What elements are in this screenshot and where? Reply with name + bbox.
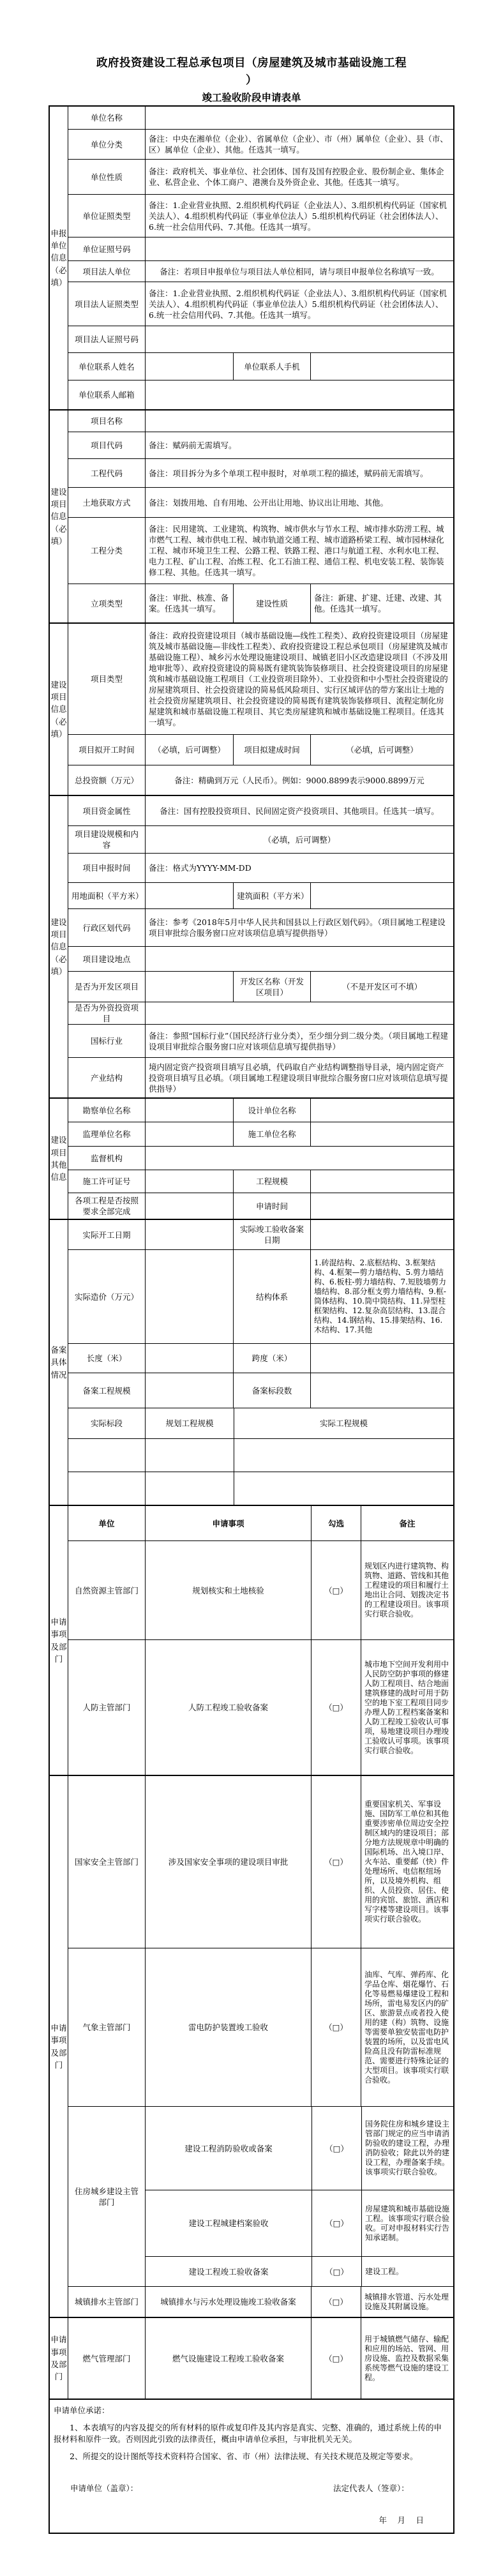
field-label: 项目法人证照类型 [74,299,139,309]
table-section [50,1505,453,1775]
remark-text: 备注：政府机关、事业单位、社会团体、国有及国有控股企业、股份制企业、集体企业、私营企业、个体工商户、港澳台及外资企业、其他。任选其一填写。 [145,160,453,194]
input-cell[interactable] [145,1373,233,1408]
form-table [49,105,454,2534]
field-label: 单位联系人邮箱 [79,390,135,400]
sign-unit-label: 申请单位（盖章）： [70,2483,139,2493]
field-label: 设计单位名称 [233,1099,310,1122]
input-cell[interactable] [145,972,233,1002]
table-row [68,946,453,971]
field-label: 监督机构 [90,1153,123,1163]
checkbox-cell[interactable]: （□） [311,1948,361,2106]
field-label: 项目拟开工时间 [79,745,135,755]
field-label: 建设性质 [233,584,310,622]
table-row [68,1057,453,1097]
input-cell[interactable] [145,1344,233,1373]
table-row [68,882,453,908]
input-cell[interactable] [145,326,453,352]
table-row [68,1373,453,1408]
field-label: 是否为开发区项目 [74,982,139,991]
table-row [68,825,453,853]
item-label: 人防主管部门 [82,1703,131,1712]
table-row [146,2190,453,2256]
remark-text: （必填，后可调整） [310,735,453,765]
table-section [50,1219,453,1505]
input-cell[interactable] [310,1373,453,1408]
remark-text: 油库、气库、弹药库、化学品仓库、烟花爆竹、石化等易燃易爆建设工程和场所，雷电易发区内的矿区、旅游景点或者投入使用的建（构）筑物、设施等需要单独安装雷电防护装置的场所，以及雷电风险高且没有防雷标准规范、需要进行特殊论证的大型项目。该事项实行联合验收。 [361,1948,453,2106]
field-label: 单位名称 [90,113,123,123]
section-label: 建设项目信息（必填） [50,411,68,622]
input-cell[interactable] [310,1170,453,1193]
item-label: 国家安全主管部门 [74,1857,139,1867]
input-cell[interactable] [145,1002,453,1024]
table-row [68,1776,453,1948]
item-label: 规划核实和土地核验 [145,1541,311,1639]
item-label: 涉及国家安全事项的建设项目审批 [145,1776,311,1948]
table-row [68,1343,453,1373]
table-row [68,260,453,282]
field-label: 实际标段 [90,1419,123,1428]
remark-text: 境内固定资产投资项目填写且必填，代码取自产业结构调整指导目录，境内固定资产投资项目填写且必填。（项目属地工程建设项目审批综合服务窗口应对该项信息填写提供指导） [145,1058,453,1097]
section-label: 申请事项及部门 [50,1506,68,1775]
section-label: 建设项目其他信息 [50,1099,68,1219]
remark-text: 备注：若项目申报单位与项目法人单位相同，请与项目申报单位名称填写一致。 [145,261,453,282]
input-cell[interactable] [310,1099,453,1122]
checkbox-cell[interactable]: （□） [312,2107,361,2190]
input-cell[interactable] [145,380,453,409]
field-label: 项目名称 [90,416,123,426]
field-label: 立项类型 [90,598,123,608]
field-label: 土地获取方式 [82,497,131,508]
remark-text: 备注：项目拆分为多个单项工程申报时，对单项工程的描述，赋码前无需填写。 [145,459,453,487]
input-cell[interactable] [68,1472,145,1505]
table-row [146,2256,453,2286]
remark-text: 备注：中央在湘单位（企业）、省属单位（企业）、市（州）属单位（企业）、县（市、区）属单位（企业）、其他。任选其一填写。 [145,130,453,159]
input-cell[interactable] [310,1193,453,1219]
page-title-line1: 政府投资建设工程总承包项目（房屋建筑及城市基础设施工程 [96,57,407,70]
field-label: 实际竣工验收备案日期 [233,1220,310,1249]
input-cell[interactable] [145,947,453,971]
table-row [68,1002,453,1024]
field-label: 实际开工日期 [82,1230,131,1240]
date-line: 年 月 日 [379,2515,425,2525]
input-cell[interactable] [145,411,453,432]
table-row [68,107,453,129]
item-label: 自然资源主管部门 [74,1585,139,1595]
field-label: 实际工程规模 [234,1408,453,1438]
table-row [68,1122,453,1146]
field-label: 勘察单位名称 [82,1105,131,1115]
field-label: 项目法人单位 [82,266,131,276]
field-label: 项目拟建成时间 [233,735,310,765]
commitment-item-1: 1、本表填写的内容及提交的所有材料的原件或复印件及其内容是真实、完整、准确的，通过系统上传的申报材料和原件一致。否则因此引致的法律责任，概由申请单位承担，与审批机关无关。 [54,2423,442,2444]
table-section [50,1097,453,1219]
section-label: 备案具体情况 [50,1220,68,1505]
checkbox-cell[interactable]: （□） [311,1776,361,1948]
checkbox-cell[interactable]: （□） [311,1541,361,1639]
table-row [68,1170,453,1193]
field-label: 开发区名称（开发区项目） [233,972,310,1002]
table-row [68,734,453,765]
field-label: 规划工程规模 [145,1408,234,1438]
table-row [68,411,453,432]
field-label: 项目建设规模和内容 [74,829,139,850]
remark-text: 备注：参考《2018年5月中华人民共和国县以上行政区划代码》。（项目属地工程建设项目审批综合服务窗口应对该项信息填写提供指导） [145,909,453,946]
field-label: 工程规模 [233,1170,310,1193]
input-cell[interactable] [145,1439,234,1472]
table-section [50,2317,453,2399]
remark-text: 重要国家机关、军事设施、国防军工单位和其他重要涉密单位周边安全控制区域内的建设项目；部分地方法规规章中明确的国际机场、出入境口岸、火车站、重要邮（快）件处理场所、电信枢纽场所，以及境外机构、组织、人员投资、居住、使用的宾馆、旅馆、酒店和写字楼等建设项目。该事项实行联合验收。 [361,1776,453,1948]
field-label: 单位证照类型 [82,211,131,221]
table-section [50,622,453,795]
table-section [50,795,453,1097]
field-label: 单位性质 [90,172,123,182]
field-label: 跨度（米） [233,1344,310,1373]
field-label: 申请时间 [233,1193,310,1219]
input-cell[interactable] [145,1099,233,1122]
table-row [68,1024,453,1057]
remark-text: 备注：民用建筑、工业建筑、构筑物、城市供水与节水工程、城市排水防涝工程、城市燃气工程、城市供电工程、城市轨道交通工程、城市道路桥梁工程、城市园林绿化工程、城市环境卫生工程、公路工程、铁路工程、港口与航道工程、水利水电工程、电力工程、矿山工程、冶炼工程、化工石油工程、通信工程、机电安装工程、装饰装修工程、其他。任选其一填写。 [145,518,453,584]
checkbox-cell[interactable]: （□） [311,2318,361,2399]
checkbox-cell[interactable]: （□） [312,2190,361,2256]
field-label: 施工许可证号 [82,1177,131,1186]
item-label: 城镇排水主管部门 [74,2297,139,2307]
input-cell[interactable] [68,1439,145,1472]
table-section [50,1775,453,2317]
section-label: 建设项目信息（必填） [50,624,68,795]
input-cell[interactable] [145,1193,233,1219]
table-row [68,352,453,380]
section-label: 申请事项及部门 [50,2318,68,2399]
sign-legal-label: 法定代表人（签章）： [333,2483,409,2493]
commitment-title: 申请单位承诺： [54,2406,110,2415]
remark-text: 城市地下空间开发利用中人民防空防护事项的修建人防工程项目、结合地面建筑修建的战时可用于防空的地下室工程项目同步办理人防工程档案备案和人防工程竣工验收认可事项，易地建设项目办理竣工验收认可事项。该事项实行联合验收。 [361,1640,453,1775]
table-row [146,2107,453,2190]
remark-text: 备注：格式为YYYY-MM-DD [145,854,453,882]
field-label: 单位证照号码 [82,244,131,254]
remark-text: 用于城镇燃气储存、输配和应用的场站、管网、用房设施、监控及数据采集系统等燃气设施的建设工程。 [361,2318,453,2399]
table-row [68,1220,453,1249]
column-header: 单位 [98,1518,115,1528]
table-row [68,1472,453,1505]
input-cell[interactable] [145,353,233,380]
field-label: 项目类型 [90,674,123,684]
field-label: 工程代码 [90,468,123,478]
input-cell[interactable] [145,1250,233,1343]
field-label: 建筑面积（平方米） [233,883,310,908]
table-row [68,129,453,159]
table-row [68,159,453,194]
remark-text: 备注：审批、核准、备案。任选其一填写。 [145,584,233,622]
remark-text: 备注：精确到万元（人民币）。例如：9000.8899表示9000.8899万元 [145,765,453,795]
field-label: 施工单位名称 [233,1122,310,1146]
table-row [68,1506,453,1540]
field-label: 单位联系人手机 [233,353,310,380]
item-label: 气象主管部门 [82,2022,131,2032]
input-cell[interactable] [145,1147,453,1170]
remark-text: 备注：1.企业营业执照、2.组织机构代码证（企业法人）、3.组织机构代码证（国家机关法人）、4.组织机构代码证（事业单位法人）5.组织机构代码证（社会团体法人）、6.统一社会信用代码、7.其他。任选其一填写。 [145,195,453,237]
commitment-cell [50,2400,453,2533]
field-label: 项目建设地点 [82,954,131,964]
table-row [68,2286,453,2317]
item-label: 城镇排水与污水处理设施竣工验收备案 [145,2287,311,2317]
table-row [68,796,453,825]
table-row [68,1438,453,1472]
field-label: 用地面积（平方米） [71,891,144,901]
table-row [68,2106,453,2286]
field-label: 项目资金属性 [82,806,131,816]
input-cell[interactable] [145,1220,233,1249]
field-label: 产业结构 [90,1073,123,1083]
column-header: 勾选 [311,1506,361,1540]
field-label: 结构体系 [233,1250,310,1343]
table-row [68,765,453,795]
remark-text: 备注：参照“国标行业”（国民经济行业分类），至少细分到二级分类。（项目属地工程建设项目审批综合服务窗口应对该项信息填写提供指导） [145,1025,453,1057]
remark-text: 规划区内进行建筑物、构筑物、道路、管线和其他工程建设的项目和履行土地出让合同、划拨决定书的工程建设项目。该事项实行联合验收。 [361,1541,453,1639]
input-cell[interactable] [310,883,453,908]
document-header [0,0,503,105]
table-section [50,409,453,622]
field-label: 项目法人证照号码 [74,335,139,344]
table-row [68,237,453,260]
item-label: 住房城乡建设主管部门 [74,2186,139,2207]
field-label: 单位分类 [90,139,123,149]
field-label: 工程分类 [90,546,123,555]
remark-text: 1.砖混结构、2.底框结构、3.框架结构、4.框架—剪力墙结构、5.剪力墙结构、6.板柱-剪力墙结构、7.短肢墙剪力墙结构、8.部分框支剪力墙结构、9.框-筒体结构、10.筒中筒结构、11.异型柱框架结构、12.复杂高层结构、13.混合结构、14.钢结构、15.排架结构、16.木结构、17.其他 [310,1250,453,1343]
table-row [68,1948,453,2106]
table-row [68,1408,453,1438]
table-row [68,432,453,458]
merged-cell-group [145,2107,453,2286]
input-cell[interactable] [310,1122,453,1146]
column-header: 备注 [361,1506,453,1540]
remark-text: 备注：赋码前无需填写。 [145,432,453,458]
remark-text: （必填，后可调整） [145,735,233,765]
section-label: 申报单位信息（必填） [50,107,68,409]
table-row [68,853,453,882]
field-label: 各项工程是否按照要求全部完成 [74,1196,139,1216]
input-cell[interactable] [145,237,453,260]
item-label: 燃气管理部门 [82,2353,131,2363]
remark-text: 城镇排水管道、污水处理设施及其附属设施。 [361,2287,453,2317]
remark-text: （不是开发区可不填） [310,972,453,1002]
item-label: 建设工程消防验收或备案 [184,2143,273,2153]
remark-text: 备注：国有控股投资项目、民间固定资产投资项目、其他项目。任选其一填写。 [145,796,453,825]
field-label: 项目代码 [90,441,123,450]
input-cell[interactable] [145,883,233,908]
table-row [68,458,453,487]
field-label: 实际造价（万元） [74,1292,139,1302]
input-cell[interactable] [145,1472,234,1505]
commitment-section [50,2399,453,2533]
table-row [68,1099,453,1122]
remark-text: 房屋建筑和城市基础设施工程。该事项实行联合验收。可对申报材料实行告知承诺制。 [361,2190,453,2256]
field-label: 监理单位名称 [82,1129,131,1139]
checkbox-cell[interactable]: （□） [311,1640,361,1775]
remark-text: 备注：政府投资建设项目（城市基础设施—线性工程类）、政府投资建设项目（房屋建筑及城市基础设施—非线性工程类）、政府投资建设工程总承包项目（房屋建筑及城市基础设施工程）、城乡污水处理设施建设项目、城镇老旧小区改造建设项目（不涉及用地审批等）、政府投资建设的简易既有建筑装饰装修项目、社会投资建设项目的房屋建筑和城市基础设施工程项目（工业投资项目除外）、工业投资和中小型社会投资建设的房屋建筑项目、社会投资建设的简易低风险项目、实行区域评估的带方案出让土地的社会投资房屋建筑项目、社会投资建设的简易既有建筑装饰装修项目、流程定制化房屋建筑和城市基础设施工程项目、其它类房屋建筑和城市基础设施工程项目。任选其一填写。 [145,624,453,734]
signature-row [54,2483,448,2496]
input-cell[interactable] [145,1122,233,1146]
page-title-line2: ） [246,74,257,87]
table-row [68,1146,453,1170]
table-row [68,282,453,326]
field-label: 行政区划代码 [82,923,131,933]
checkbox-cell[interactable]: （□） [311,2287,361,2317]
field-label: 国标行业 [90,1036,123,1046]
table-row [68,1540,453,1639]
remark-text: 备注：新建、扩建、迁建、改建、其他。任选其一填写。 [310,584,453,622]
remark-text: 备注：划拨用地、自有用地、公开出让用地、协议出让用地、其他。 [145,488,453,517]
remark-text: 备注：1.企业营业执照、2.组织机构代码证（企业法人）、3.组织机构代码证（国家机关法人）、4.组织机构代码证（事业单位法人）5.组织机构代码证（社会团体法人）、6.统一社会信用代码、7.其他。任选其一填写。 [145,282,453,326]
field-label: 项目申报时间 [82,863,131,873]
remark-text: 国务院住房和城乡建设主管部门规定的应当申请消防验收的建设工程，办理消防验收；除此以外的建设工程，办理备案手续。该事项实行联合验收。 [361,2107,453,2190]
commitment-item-2: 2、所提交的设计图纸等技术资料符合国家、省、市（州）法律法规、有关技术规范及规定等要求。 [70,2452,418,2461]
input-cell[interactable] [310,353,453,380]
table-row [68,908,453,946]
table-row [68,194,453,237]
column-header: 申请事项 [145,1506,311,1540]
item-label: 建设工程竣工验收备案 [188,2266,269,2277]
table-row [68,517,453,584]
input-cell[interactable] [145,107,453,129]
section-label: 申请事项及部门 [50,1776,68,2317]
table-row [68,380,453,409]
table-row [68,971,453,1002]
remark-text: （必填，后可调整） [145,826,453,853]
item-label: 雷电防护装置竣工验收 [145,1948,311,2106]
table-row [68,1639,453,1775]
table-row [68,2318,453,2399]
table-section [50,107,453,409]
checkbox-cell[interactable]: （□） [312,2257,361,2286]
item-label: 建设工程城建档案验收 [188,2218,269,2228]
input-cell[interactable] [310,1220,453,1249]
field-label: 总投资额（万元） [74,775,139,785]
section-label: 建设项目信息（必填） [50,796,68,1097]
item-label: 人防工程竣工验收备案 [145,1640,311,1775]
field-label: 是否为外资投资项目 [74,1003,139,1023]
field-label: 长度（米） [86,1353,127,1363]
input-cell[interactable] [234,1439,453,1472]
field-label: 备案工程规模 [82,1385,131,1396]
input-cell[interactable] [234,1472,453,1505]
table-row [68,487,453,517]
table-row [68,326,453,352]
item-label: 燃气设施建设工程竣工验收备案 [145,2318,311,2399]
page-subtitle: 竣工验收阶段申请表单 [202,91,301,103]
table-row [68,584,453,622]
table-row [68,1249,453,1343]
remark-text: 建设工程。 [361,2257,453,2286]
input-cell[interactable] [310,1344,453,1373]
table-row [68,1193,453,1219]
field-label: 备案标段数 [233,1373,310,1408]
table-row [68,624,453,734]
input-cell[interactable] [145,1170,233,1193]
field-label: 单位联系人姓名 [79,361,135,372]
